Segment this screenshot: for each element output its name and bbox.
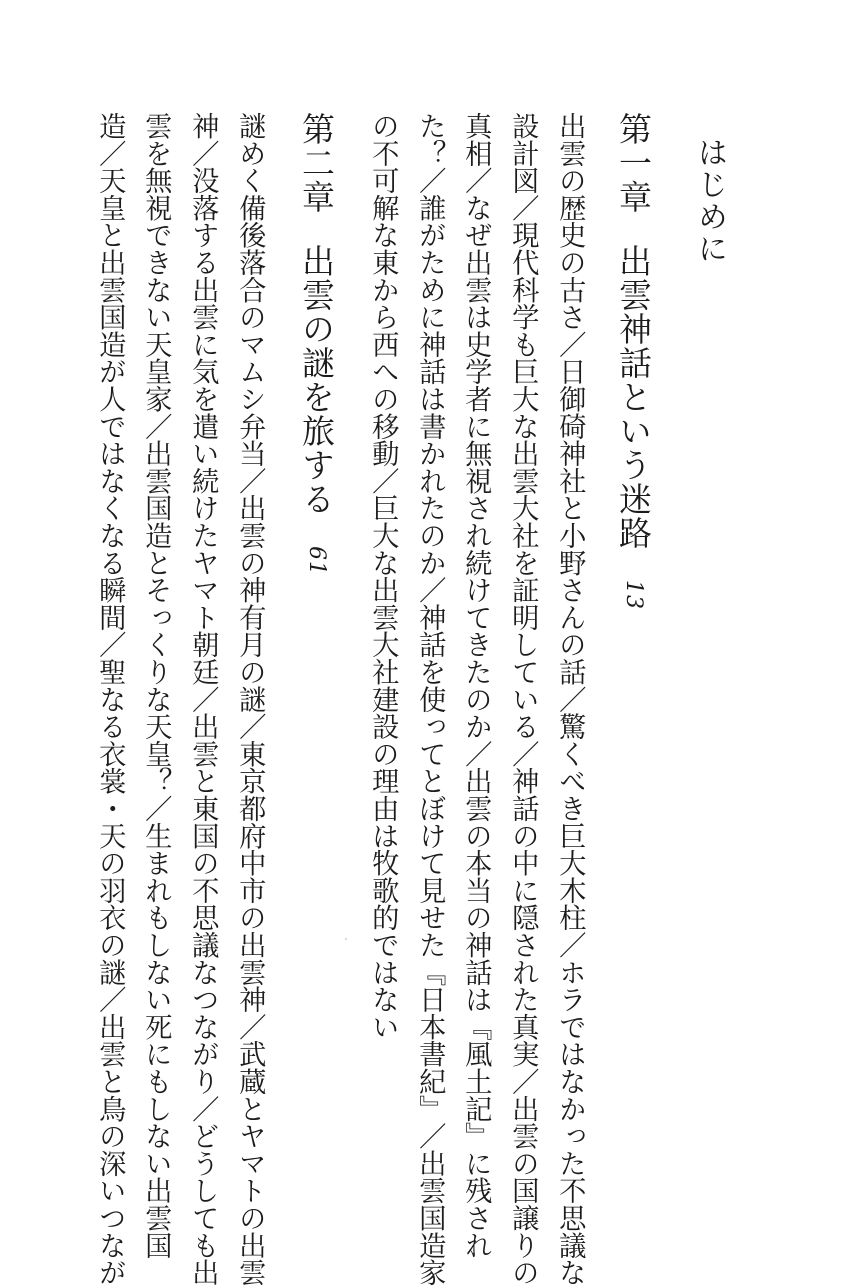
chapter1-summary-line: 出雲の歴史の古さ／日御碕神社と小野さんの話／驚くべき巨大木柱／ホラではなかった不思議な — [554, 112, 586, 1286]
chapter2-label: 第二章 — [297, 112, 336, 214]
chapter2-summary-line: 神／没落する出雲に気を遣い続けたヤマト朝廷／出雲と東国の不思議なつながり／どうしても出 — [187, 112, 219, 1286]
chapter2-summary-line: 謎めく備後落合のマムシ弁当／出雲の神有月の謎／東京都府中市の出雲神／武蔵とヤマトの出雲 — [234, 112, 266, 1286]
paper-speck — [345, 938, 347, 940]
chapter1-summary-line: 真相／なぜ出雲は史学者に無視され続けてきたのか／出雲の本当の神話は『風土記』に残され — [460, 112, 492, 1259]
chapter2-title: 出雲の謎を旅する — [297, 244, 336, 516]
chapter1-summary-line: た？／誰がために神話は書かれたのか／神話を使ってとぼけて見せた『日本書紀』／出雲国造家 — [414, 112, 446, 1286]
chapter1-title: 出雲神話という迷路 — [614, 244, 653, 550]
chapter1-summary-line: の不可解な東から西への移動／巨大な出雲大社建設の理由は牧歌的ではない — [367, 112, 399, 1041]
chapter1-label: 第一章 — [614, 112, 653, 214]
intro-entry[interactable]: はじめに — [692, 137, 727, 265]
chapter2-summary-line: 雲を無視できない天皇家／出雲国造とそっくりな天皇？／生まれもしない死にもしない出雲国 — [140, 112, 172, 1259]
chapter1-summary-line: 設計図／現代科学も巨大な出雲大社を証明している／神話の中に隠された真実／出雲の国譲りの — [507, 112, 539, 1286]
chapter2-page-number: 61 — [304, 546, 329, 576]
chapter1-heading[interactable] — [614, 112, 653, 610]
chapter1-page-number: 13 — [621, 580, 646, 610]
chapter2-heading[interactable] — [297, 112, 336, 576]
chapter2-summary-line: 造／天皇と出雲国造が人ではなくなる瞬間／聖なる衣裳・天の羽衣の謎／出雲と鳥の深いつなが — [94, 112, 126, 1286]
